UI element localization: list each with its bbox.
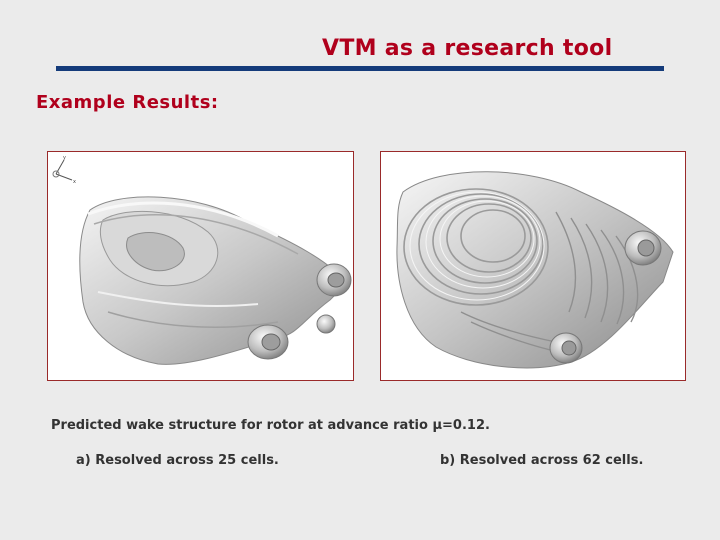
figure-caption: Predicted wake structure for rotor at advance ratio μ=0.12. <box>51 418 490 433</box>
wake-image-coarse <box>47 151 354 381</box>
wake-image-fine <box>380 151 686 381</box>
panel-label-a: a) Resolved across 25 cells. <box>76 453 279 468</box>
section-heading: Example Results: <box>36 92 219 113</box>
panel-label-b: b) Resolved across 62 cells. <box>440 453 644 468</box>
svg-text:y: y <box>63 155 66 161</box>
axis-triad <box>53 155 76 185</box>
svg-text:x: x <box>73 179 76 185</box>
title-underline <box>56 66 664 71</box>
slide-title: VTM as a research tool <box>322 36 613 61</box>
